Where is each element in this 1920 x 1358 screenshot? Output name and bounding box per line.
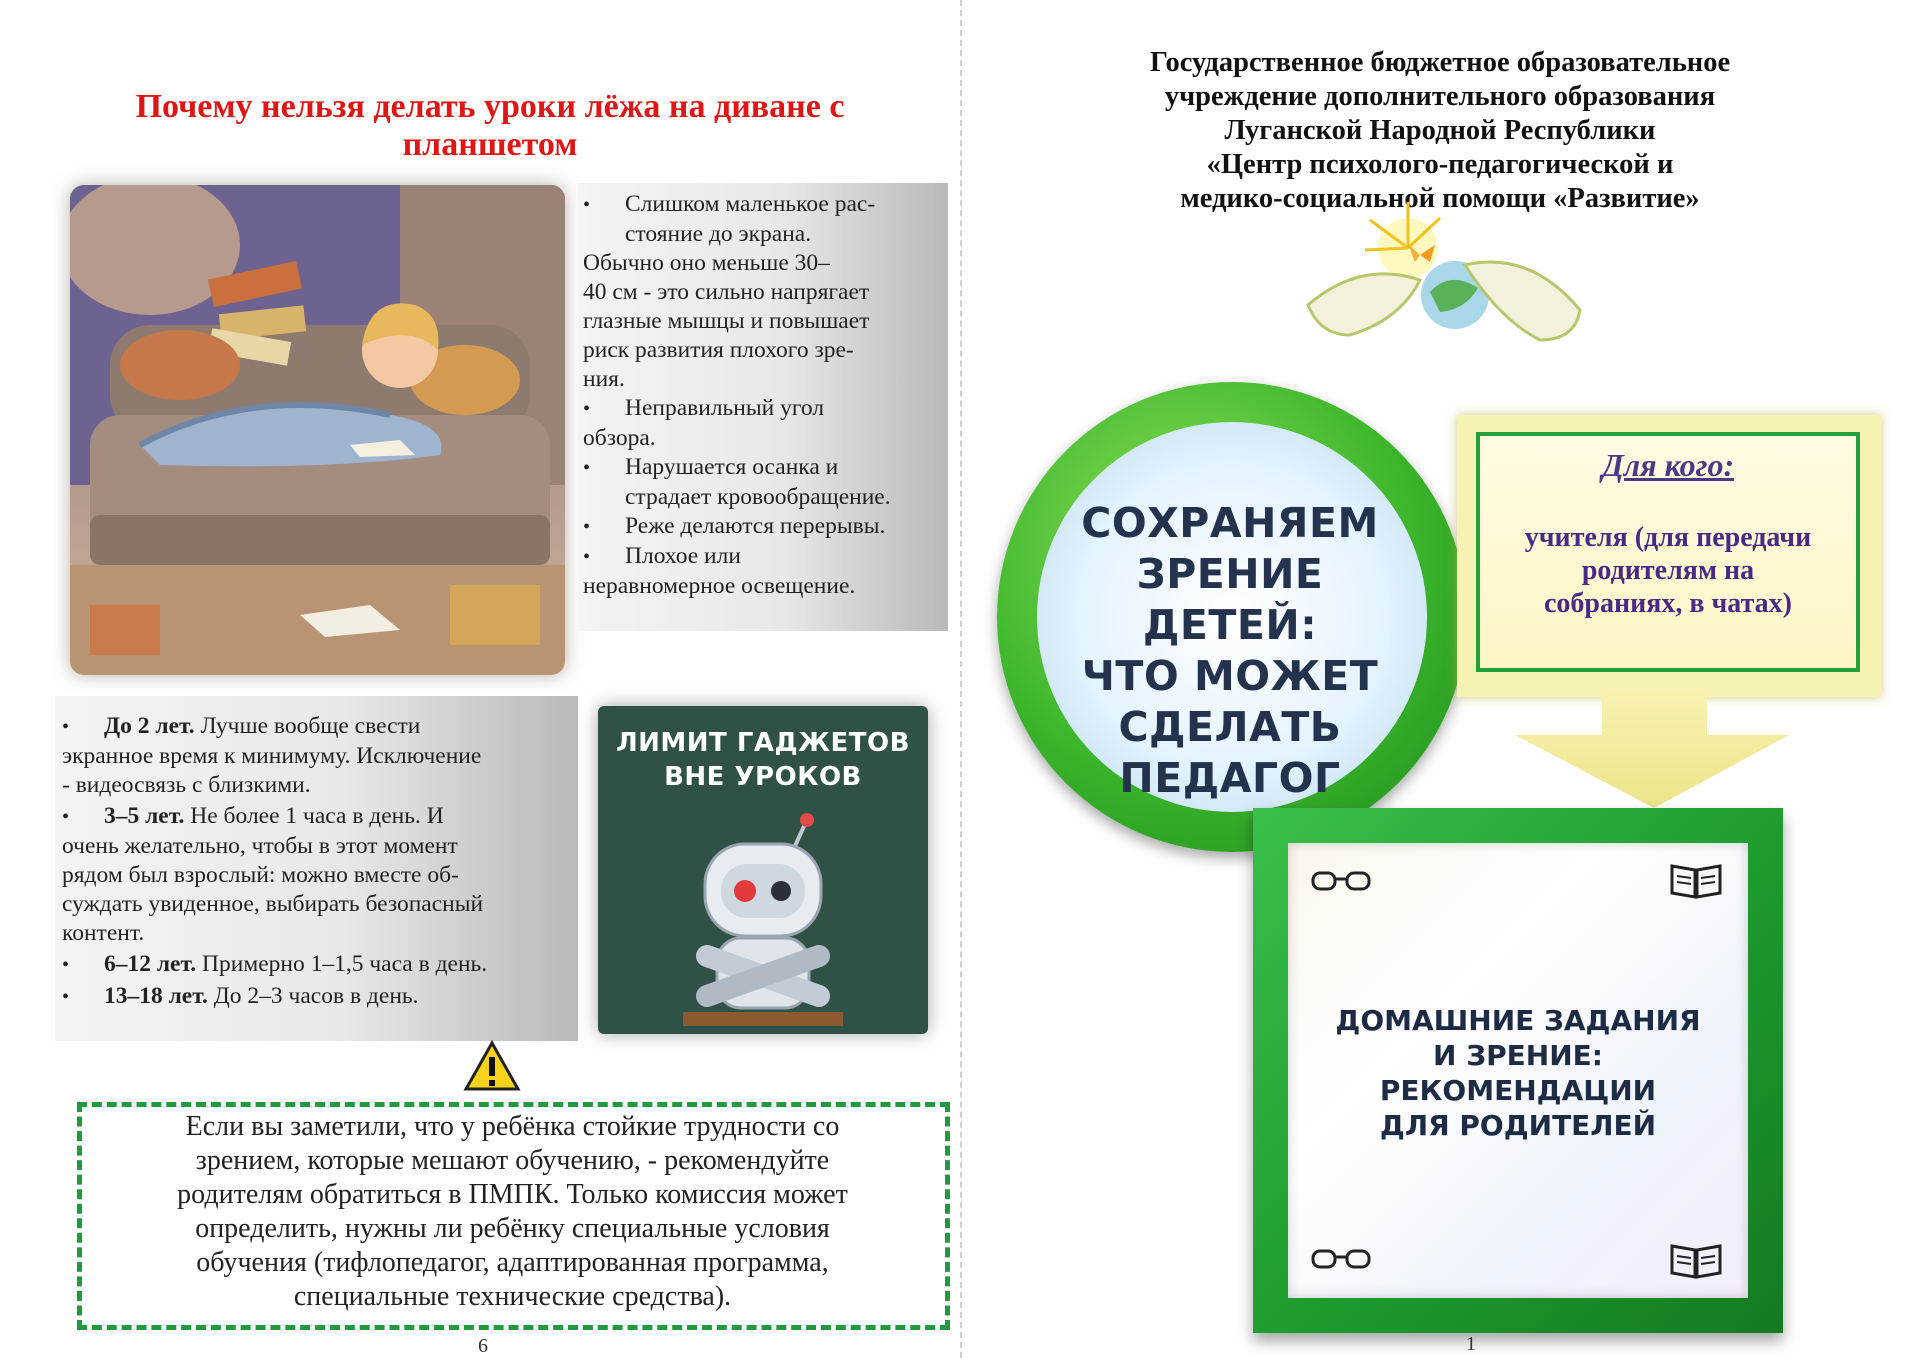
list-item-continuation: суждать увиденное, выбирать безопасный <box>62 891 484 917</box>
list-item: • 3–5 лет. Не более 1 часа в день. И <box>62 803 444 829</box>
list-item: • Неправильный угол <box>583 395 825 421</box>
list-item: • Плохое или <box>583 543 741 569</box>
page-fold-divider <box>960 0 962 1358</box>
left-page-title: Почему нельзя делать уроки лёжа на диване с планшетом <box>135 88 845 163</box>
list-item-continuation: экранное время к минимуму. Исключение <box>62 743 482 769</box>
list-item-continuation: глазные мышцы и повышает <box>583 308 870 334</box>
list-item-continuation: страдает кровообращение. <box>625 484 891 510</box>
hands-globe-logo-icon <box>1290 200 1590 370</box>
list-item-continuation: контент. <box>62 920 145 946</box>
open-book-icon <box>1668 1240 1724 1280</box>
age-limits-list <box>62 712 582 1012</box>
list-item-continuation: стояние до экрана. <box>625 221 812 247</box>
page-number-right: 1 <box>1466 1333 1476 1355</box>
organization-name: Государственное бюджетное образовательное учреждение дополнительного образования Луганской Народной Республики «Центр психолого-педагогической и медико-социальной помощи «Развитие» <box>1149 47 1731 214</box>
gadget-limit-card <box>598 706 928 1034</box>
list-item-continuation: Обычно оно меньше 30– <box>583 250 830 276</box>
down-arrow-icon <box>1507 690 1797 810</box>
list-item-continuation: - видеосвязь с близкими. <box>62 772 311 798</box>
glasses-icon <box>1310 1246 1372 1272</box>
list-item-continuation: 40 см - это сильно напрягает <box>583 279 870 305</box>
boy-sleeping-on-couch-illustration <box>70 185 565 675</box>
list-item: • Слишком маленькое рас- <box>583 191 876 217</box>
list-item-continuation: рядом был взрослый: можно вместе об- <box>62 862 459 888</box>
list-item: • Реже делаются перерывы. <box>583 513 886 539</box>
audience-heading: Для кого: <box>1601 447 1735 483</box>
reasons-list <box>583 190 948 601</box>
list-item: • Нарушается осанка и <box>583 454 839 480</box>
open-book-icon <box>1668 860 1724 900</box>
brochure-subtitle: ДОМАШНИЕ ЗАДАНИЯ И ЗРЕНИЕ: РЕКОМЕНДАЦИИ ДЛЯ РОДИТЕЛЕЙ <box>1335 1004 1701 1142</box>
list-item: • 6–12 лет. Примерно 1–1,5 часа в день. <box>62 951 488 977</box>
warning-triangle-icon <box>463 1040 521 1092</box>
list-item: • До 2 лет. Лучше вообще свести <box>62 713 421 739</box>
brochure-title: СОХРАНЯЕМ ЗРЕНИЕ ДЕТЕЙ: ЧТО МОЖЕТ СДЕЛАТЬ ПЕДАГОГ <box>1081 499 1379 802</box>
gadget-limit-title: ЛИМИТ ГАДЖЕТОВ ВНЕ УРОКОВ <box>616 728 910 792</box>
robot-icon <box>683 806 843 1026</box>
list-item-continuation: очень желательно, чтобы в этот момент <box>62 833 458 859</box>
list-item: • 13–18 лет. До 2–3 часов в день. <box>62 983 419 1009</box>
list-item-continuation: ния. <box>583 366 625 392</box>
list-item-continuation: неравномерное освещение. <box>583 573 856 599</box>
audience-text: учителя (для передачи родителям на собраниях, в чатах) <box>1524 522 1812 619</box>
list-item-continuation: риск развития плохого зре- <box>583 337 854 363</box>
page-number-left: 6 <box>478 1335 488 1357</box>
glasses-icon <box>1310 868 1372 894</box>
list-item-continuation: обзора. <box>583 425 656 451</box>
pmpk-note-text: Если вы заметили, что у ребёнка стойкие трудности со зрением, которые мешают обучению, - рекомендуйте родителям обратиться в ПМПК. Только комиссия может определить, нужны ли ребёнку специальные условия обучения (тифлопедагог, адаптированная программа, специальные технические средства). <box>177 1111 848 1312</box>
